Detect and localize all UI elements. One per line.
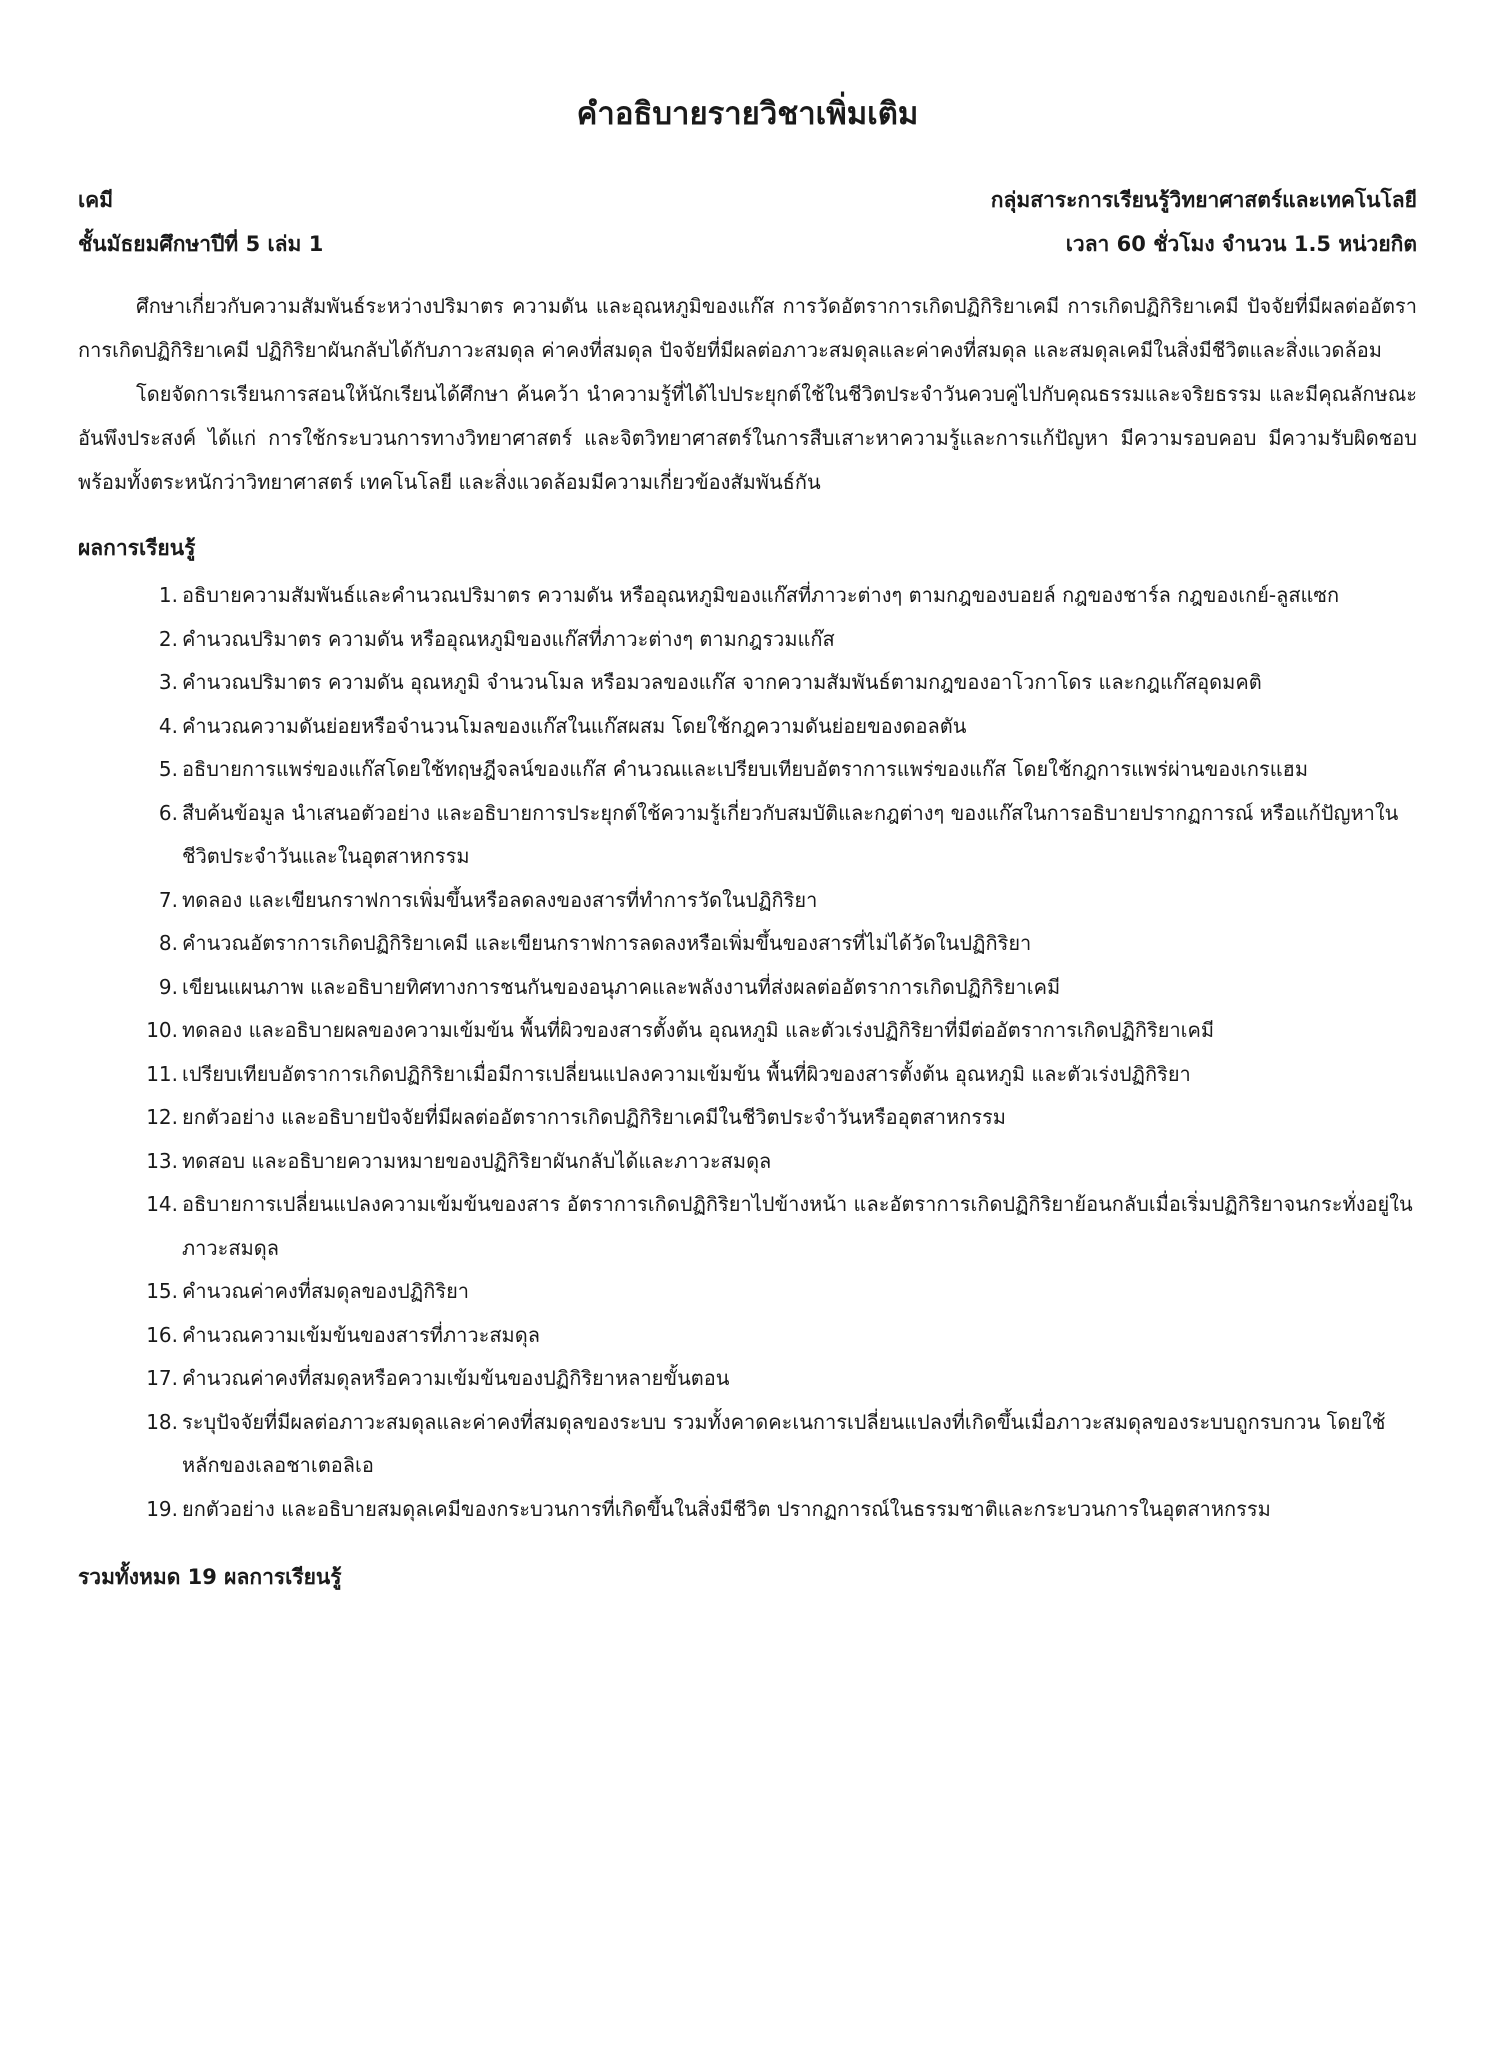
outcome-text: อธิบายความสัมพันธ์และคำนวณปริมาตร ความดัน หรืออุณหภูมิของแก๊สที่ภาวะต่างๆ ตามกฎของบอยล์ กฎของชาร์ล กฎของเกย์-ลูสแซก [182, 583, 1340, 607]
outcome-number: 11. [146, 1061, 178, 1086]
description-paragraph: ศึกษาเกี่ยวกับความสัมพันธ์ระหว่างปริมาตร ความดัน และอุณหภูมิของแก๊ส การวัดอัตราการเกิดปฏิกิริยาเคมี การเกิดปฏิกิริยาเคมี ปัจจัยที่มีผลต่ออัตราการเกิดปฏิกิริยาเคมี ปฏิกิริยาผันกลับได้กับภาวะสมดุล ค่าคงที่สมดุล ปัจจัยที่มีผลต่อภาวะสมดุลและค่าคงที่สมดุล และสมดุลเคมีในสิ่งมีชีวิตและสิ่งแวดล้อม [78, 294, 1417, 362]
outcome-number: 5. [158, 757, 178, 781]
outcome-text: ยกตัวอย่าง และอธิบายสมดุลเคมีของกระบวนการที่เกิดขึ้นในสิ่งมีชีวิต ปรากฏการณ์ในธรรมชาติและกระบวนการในอุตสาหกรรม [182, 1496, 1271, 1521]
outcome-number: 13. [146, 1148, 178, 1173]
outcome-number: 14. [146, 1192, 178, 1216]
outcome-number: 12. [146, 1105, 178, 1129]
outcome-text: คำนวณค่าคงที่สมดุลของปฏิกิริยา [182, 1279, 470, 1303]
outcome-text: คำนวณความเข้มข้นของสารที่ภาวะสมดุล [182, 1322, 540, 1347]
outcome-number: 19. [146, 1496, 178, 1521]
outcome-text: คำนวณอัตราการเกิดปฏิกิริยาเคมี และเขียนกราฟการลดลงหรือเพิ่มขึ้นของสารที่ไม่ได้วัดในปฏิกิริยา [182, 931, 1032, 955]
outcome-item [78, 1140, 1417, 1184]
course-meta [78, 178, 1417, 266]
outcome-number: 8. [158, 931, 178, 955]
outcome-text: อธิบายการแพร่ของแก๊สโดยใช้ทฤษฎีจลน์ของแก๊ส คำนวณและเปรียบเทียบอัตราการแพร่ของแก๊ส โดยใช้กฎการแพร่ผ่านของเกรแฮม [182, 757, 1308, 781]
outcome-text: สืบค้นข้อมูล นำเสนอตัวอย่าง และอธิบายการประยุกต์ใช้ความรู้เกี่ยวกับสมบัติและกฎต่างๆ ของแก๊สในการอธิบายปรากฏการณ์ หรือแก้ปัญหาในชีวิตประจำวันและในอุตสาหกรรม [182, 800, 1399, 868]
outcome-item [78, 1488, 1417, 1532]
outcome-text: คำนวณปริมาตร ความดัน หรืออุณหภูมิของแก๊สที่ภาวะต่างๆ ตามกฎรวมแก๊ส [182, 626, 835, 651]
outcomes-list [78, 574, 1417, 1531]
outcome-item [78, 574, 1417, 618]
outcome-item [78, 922, 1417, 966]
outcome-text: คำนวณค่าคงที่สมดุลหรือความเข้มข้นของปฏิกิริยาหลายขั้นตอน [182, 1366, 730, 1390]
outcome-number: 6. [158, 800, 178, 825]
outcomes-heading: ผลการเรียนรู้ [78, 536, 196, 560]
outcome-item [78, 705, 1417, 749]
outcome-item [78, 1096, 1417, 1140]
outcome-number: 2. [158, 626, 178, 651]
outcome-item [78, 1314, 1417, 1358]
page-title: คำอธิบายรายวิชาเพิ่มเติม [576, 96, 919, 132]
learning-area: กลุ่มสาระการเรียนรู้วิทยาศาสตร์และเทคโนโลยี [990, 188, 1417, 212]
outcome-text: ทดลอง และอธิบายผลของความเข้มข้น พื้นที่ผิวของสารตั้งต้น อุณหภูมิ และตัวเร่งปฏิกิริยาที่มีต่ออัตราการเกิดปฏิกิริยาเคมี [182, 1018, 1215, 1042]
meta-row-2 [78, 222, 1417, 266]
outcome-item [78, 1009, 1417, 1053]
outcome-text: เขียนแผนภาพ และอธิบายทิศทางการชนกันของอนุภาคและพลังงานที่ส่งผลต่ออัตราการเกิดปฏิกิริยาเคมี [182, 974, 1061, 999]
outcome-text: คำนวณความดันย่อยหรือจำนวนโมลของแก๊สในแก๊สผสม โดยใช้กฎความดันย่อยของดอลตัน [182, 713, 967, 738]
outcome-text: อธิบายการเปลี่ยนแปลงความเข้มข้นของสาร อัตราการเกิดปฏิกิริยาไปข้างหน้า และอัตราการเกิดปฏิกิริยาย้อนกลับเมื่อเริ่มปฏิกิริยาจนกระทั่งอยู่ในภาวะสมดุล [182, 1192, 1413, 1260]
outcome-item [78, 879, 1417, 923]
outcome-number: 15. [146, 1279, 178, 1303]
outcome-number: 4. [158, 713, 178, 738]
meta-row-1 [78, 178, 1417, 222]
outcome-number: 17. [146, 1366, 178, 1390]
outcome-text: ระบุปัจจัยที่มีผลต่อภาวะสมดุลและค่าคงที่สมดุลของระบบ รวมทั้งคาดคะเนการเปลี่ยนแปลงที่เกิดขึ้นเมื่อภาวะสมดุลของระบบถูกรบกวน โดยใช้หลักของเลอชาเตอลิเอ [182, 1409, 1386, 1477]
description-paragraph: โดยจัดการเรียนการสอนให้นักเรียนได้ศึกษา ค้นคว้า นำความรู้ที่ได้ไปประยุกต์ใช้ในชีวิตประจำวันควบคู่ไปกับคุณธรรมและจริยธรรม และมีคุณลักษณะอันพึงประสงค์ ได้แก่ การใช้กระบวนการทางวิทยาศาสตร์ และจิตวิทยาศาสตร์ในการสืบเสาะหาความรู้และการแก้ปัญหา มีความรอบคอบ มีความรับผิดชอบ พร้อมทั้งตระหนักว่าวิทยาศาสตร์ เทคโนโลยี และสิ่งแวดล้อมมีความเกี่ยวข้องสัมพันธ์กัน [78, 382, 1417, 494]
outcome-text: คำนวณปริมาตร ความดัน อุณหภูมิ จำนวนโมล หรือมวลของแก๊ส จากความสัมพันธ์ตามกฎของอาโวกาโดร และกฎแก๊สอุดมคติ [182, 670, 1262, 694]
outcome-item [78, 1053, 1417, 1097]
outcome-item [78, 1270, 1417, 1314]
outcome-item [78, 661, 1417, 705]
subject-name: เคมี [78, 188, 114, 212]
grade-level: ชั้นมัธยมศึกษาปีที่ 5 เล่ม 1 [78, 232, 324, 256]
time-credit: เวลา 60 ชั่วโมง จำนวน 1.5 หน่วยกิต [1065, 232, 1417, 256]
outcome-number: 7. [158, 887, 178, 912]
outcome-number: 9. [158, 974, 178, 999]
outcome-item [78, 1401, 1417, 1488]
outcome-item [78, 1183, 1417, 1270]
outcome-number: 1. [158, 583, 178, 607]
outcome-text: ทดสอบ และอธิบายความหมายของปฏิกิริยาผันกลับได้และภาวะสมดุล [182, 1148, 772, 1173]
outcome-text: ยกตัวอย่าง และอธิบายปัจจัยที่มีผลต่ออัตราการเกิดปฏิกิริยาเคมีในชีวิตประจำวันหรืออุตสาหกรรม [182, 1105, 1006, 1129]
outcome-text: ทดลอง และเขียนกราฟการเพิ่มขึ้นหรือลดลงของสารที่ทำการวัดในปฏิกิริยา [182, 887, 818, 912]
outcome-number: 10. [146, 1018, 178, 1042]
outcome-number: 18. [146, 1409, 178, 1434]
outcome-text: เปรียบเทียบอัตราการเกิดปฏิกิริยาเมื่อมีการเปลี่ยนแปลงความเข้มข้น พื้นที่ผิวของสารตั้งต้น อุณหภูมิ และตัวเร่งปฏิกิริยา [182, 1061, 1191, 1086]
outcome-number: 16. [146, 1322, 178, 1347]
outcome-item [78, 792, 1417, 879]
outcome-item [78, 618, 1417, 662]
outcome-item [78, 966, 1417, 1010]
outcome-item [78, 748, 1417, 792]
outcome-item [78, 1357, 1417, 1401]
outcome-number: 3. [158, 670, 178, 694]
outcomes-summary: รวมทั้งหมด 19 ผลการเรียนรู้ [78, 1565, 342, 1589]
